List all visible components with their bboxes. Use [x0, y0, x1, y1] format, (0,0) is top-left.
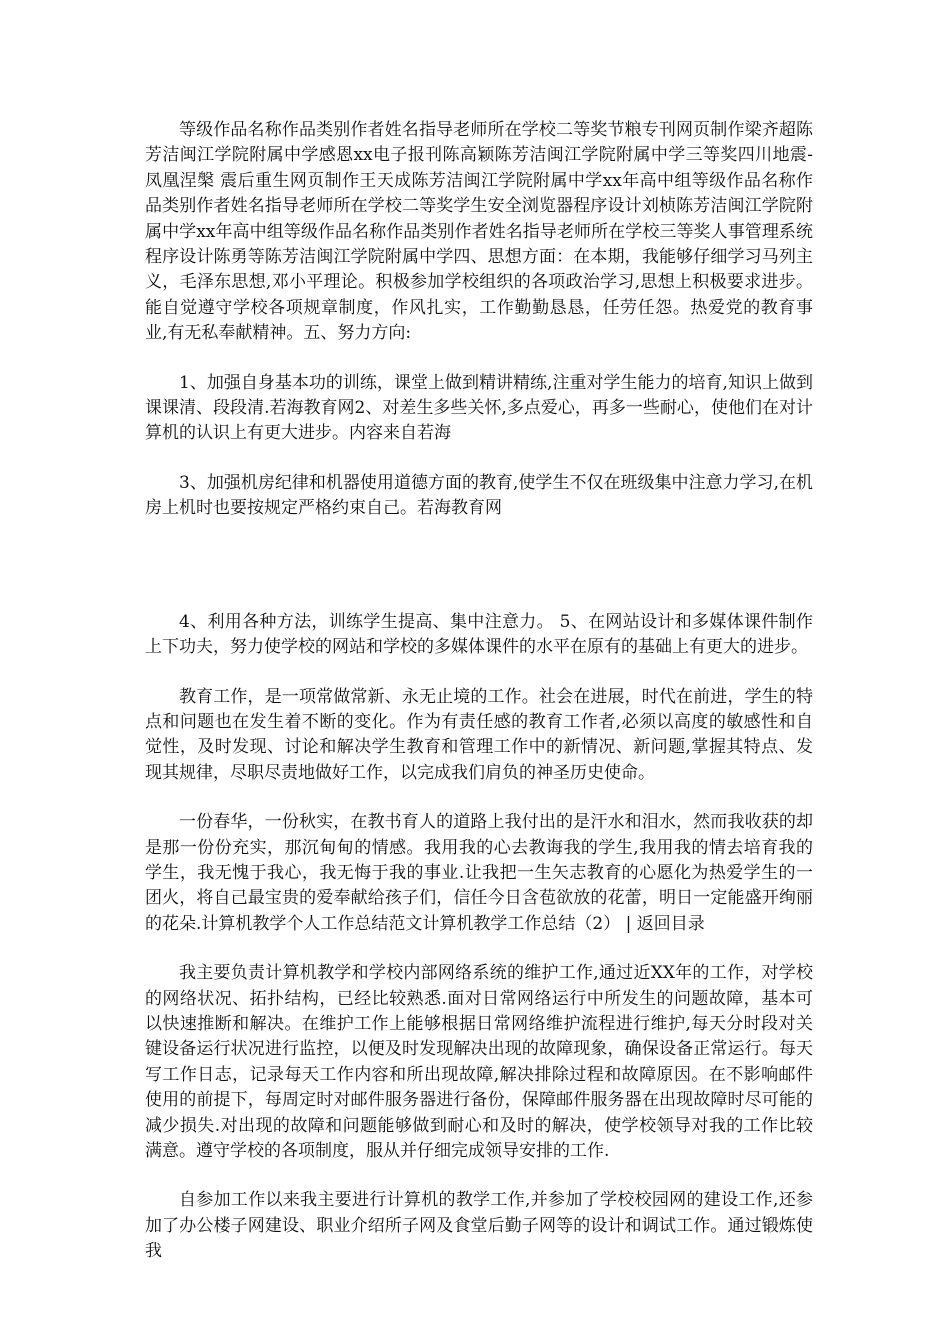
paragraph-education-work: 教育工作，是一项常做常新、永无止境的工作。社会在进展，时代在前进，学生的特点和问题也在发生着不断的变化。作为有责任感的教育工作者,必须以高度的敏感性和自觉性，及时发现、讨论和解决学生教育和管理工作中的新情况、新问题,掌握其特点、发现其规律，尽职尽责地做好工作，以完成我们肩负的神圣历史使命。 — [145, 686, 813, 783]
document-body — [145, 118, 813, 1265]
paragraph-spring-autumn: 一份春华，一份秋实，在教书育人的道路上我付出的是汗水和泪水，然而我收获的却是那一份份充实，那沉甸甸的情感。我用我的心去教诲我的学生,我用我的情去培育我的学生，我无愧于我心，我无悔于我的事业.让我把一生矢志教育的心愿化为热爱学生的一团火，将自己最宝贵的爱奉献给孩子们，信任今日含苞欲放的花蕾，明日一定能盛开绚丽的花朵.计算机教学个人工作总结范文计算机教学工作总结（2） | 返回目录 — [145, 812, 813, 934]
paragraph-direction-1-2: 1、加强自身基本功的训练，课堂上做到精讲精练,注重对学生能力的培育,知识上做到课课清、段段清.若海教育网2、对差生多些关怀,多点爱心，再多一些耐心，使他们在对计算机的认识上有更大进步。内容来自若海 — [145, 372, 813, 444]
paragraph-direction-3: 3、加强机房纪律和机器使用道德方面的教育,使学生不仅在班级集中注意力学习,在机房上机时也要按规定严格约束自己。若海教育网 — [145, 472, 813, 519]
paragraph-network-maintenance: 我主要负责计算机教学和学校内部网络系统的维护工作,通过近XX年的工作，对学校的网络状况、拓扑结构，已经比较熟悉.面对日常网络运行中所发生的问题故障，基本可以快速推断和解决。在维护工作上能够根据日常网络维护流程进行维护,每天分时段对关键设备运行状况进行监控，以便及时发现解决出现的故障现象，确保设备正常运行。每天写工作日志，记录每天工作内容和所出现故障,解决排除过程和故障原因。在不影响邮件使用的前提下，每周定时对邮件服务器进行备份，保障邮件服务器在出现故障时尽可能的减少损失.对出现的故障和问题能够做到耐心和及时的解决，使学校领导对我的工作比较满意。遵守学校的各项制度，服从并仔细完成领导安排的工作. — [145, 963, 813, 1161]
paragraph-direction-4-5: 4、利用各种方法，训练学生提高、集中注意力。 5、在网站设计和多媒体课件制作上下功夫，努力使学校的网站和学校的多媒体课件的水平在原有的基础上有更大的进步。 — [145, 611, 813, 658]
paragraph-awards-thoughts: 等级作品名称作品类别作者姓名指导老师所在学校二等奖节粮专刊网页制作梁齐超陈芳洁闽江学院附属中学感恩xx电子报刊陈高颖陈芳洁闽江学院附属中学三等奖四川地震-凤凰涅槃 震后重生网页制作王天成陈芳洁闽江学院附属中学xx年高中组等级作品名称作品类别作者姓名指导老师所在学校二等奖学生安全浏览器程序设计刘桢陈芳洁闽江学院附属中学xx年高中组等级作品名称作品类别作者姓名指导老师所在学校三等奖人事管理系统程序设计陈勇等陈芳洁闽江学院附属中学四、思想方面：在本期，我能够仔细学习马列主义，毛泽东思想,邓小平理论。积极参加学校组织的各项政治学习,思想上积极要求进步。能自觉遵守学校各项规章制度，作风扎实，工作勤勤恳恳，任劳任怨。热爱党的教育事业,有无私奉献精神。五、努力方向: — [145, 120, 813, 344]
paragraph-since-joining: 自参加工作以来我主要进行计算机的教学工作,并参加了学校校园网的建设工作,还参加了办公楼子网建设、职业介绍所子网及食堂后勤子网等的设计和调试工作。通过锻炼使我 — [145, 1190, 813, 1262]
